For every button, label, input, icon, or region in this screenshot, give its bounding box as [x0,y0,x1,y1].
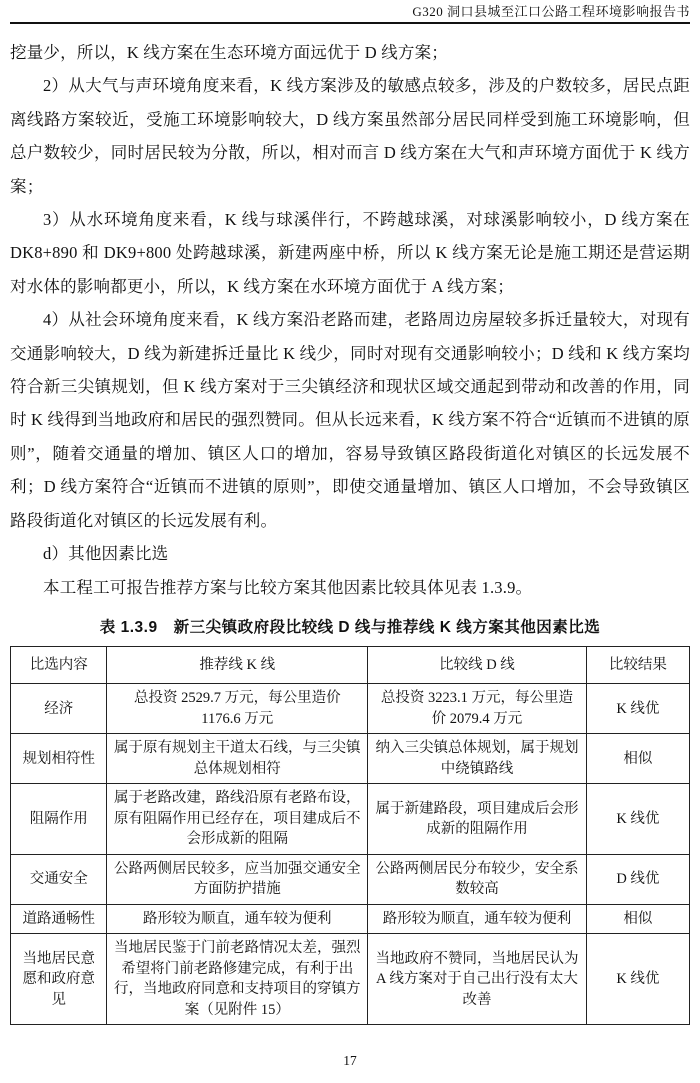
table-cell: 相似 [586,904,689,934]
table-row [11,934,690,1025]
paragraph-item-4: 4）从社会环境角度来看，K 线方案沿老路而建，老路周边房屋较多拆迁量较大，对现有交通影响较大，D 线为新建拆迁量比 K 线少，同时对现有交通影响较小；D 线和 K 线方案均符合新三尖镇规划，但 K 线方案对于三尖镇经济和现状区域交通起到带动和改善的作用，同时 K 线得到当地政府和居民的强烈赞同。但从长远来看，K 线方案不符合“近镇而不进镇的原则”，随着交通量的增加、镇区人口的增加，容易导致镇区路段街道化对镇区的长远发展不利；D 线方案符合“近镇而不进镇的原则”，即使交通量增加、镇区人口增加，不会导致镇区路段街道化对镇区的长远发展有利。 [10,310,690,530]
table-header-cell: 比选内容 [11,646,107,684]
table-cell: 规划相符性 [11,734,107,784]
table-cell: 道路通畅性 [11,904,107,934]
table-row [11,784,690,855]
table-cell: 属于新建路段，项目建成后会形成新的阻隔作用 [368,784,587,855]
table-cell: 公路两侧居民较多，应当加强交通安全方面防护措施 [107,854,368,904]
table-cell: K 线优 [586,684,689,734]
table-cell: K 线优 [586,784,689,855]
table-cell: 当地居民鉴于门前老路情况太差，强烈希望将门前老路修建完成，有利于出行，当地政府同意和支持项目的穿镇方案（见附件 15） [107,934,368,1025]
paragraph-item-3: 3）从水环境角度来看，K 线与球溪伴行，不跨越球溪，对球溪影响较小，D 线方案在 DK8+890 和 DK9+800 处跨越球溪，新建两座中桥，所以 K 线方案无论是施工期还是营运期对水体的影响都更小，所以，K 线方案在水环境方面优于 A 线方案； [10,210,690,296]
table-header-cell: 推荐线 K 线 [107,646,368,684]
paragraph-table-intro: 本工程工可报告推荐方案与比较方案其他因素比较具体见表 1.3.9。 [43,577,533,597]
paragraph-item-2: 2）从大气与声环境角度来看，K 线方案涉及的敏感点较多，涉及的户数较多，居民点距离线路方案较近，受施工环境影响较大，D 线方案虽然部分居民同样受到施工环境影响，但总户数较少，同时居民较为分散，所以，相对而言 D 线方案在大气和声环境方面优于 K 线方案； [10,76,690,196]
table-cell: 公路两侧居民分布较少，安全系数较高 [368,854,587,904]
table-cell: 当地居民意愿和政府意见 [11,934,107,1025]
paragraph-item-d: d）其他因素比选 [43,544,169,564]
comparison-table [10,646,690,1026]
page-header-title: G320 洞口县城至江口公路工程环境影响报告书 [412,4,690,19]
table-row [11,854,690,904]
header-divider [10,22,690,24]
table-cell: D 线优 [586,854,689,904]
table-row [11,904,690,934]
table-caption: 表 1.3.9 新三尖镇政府段比较线 D 线与推荐线 K 线方案其他因素比选 [99,618,601,636]
table-row [11,684,690,734]
table-header-cell: 比较结果 [586,646,689,684]
paragraph-continuation: 挖量少，所以，K 线方案在生态环境方面远优于 D 线方案； [10,43,449,62]
table-cell: 阻隔作用 [11,784,107,855]
table-cell: 总投资 3223.1 万元，每公里造价 2079.4 万元 [368,684,587,734]
table-header-row [11,646,690,684]
table-row [11,734,690,784]
table-cell: 总投资 2529.7 万元，每公里造价 1176.6 万元 [107,684,368,734]
table-cell: 当地政府不赞同，当地居民认为 A 线方案对于自己出行没有太大改善 [368,934,587,1025]
page-number: 17 [343,1053,357,1068]
table-cell: 路形较为顺直，通车较为便利 [107,904,368,934]
table-cell: K 线优 [586,934,689,1025]
table-cell: 属于老路改建，路线沿原有老路布设，原有阻隔作用已经存在，项目建成后不会形成新的阻隔 [107,784,368,855]
table-cell: 属于原有规划主干道太石线，与三尖镇总体规划相符 [107,734,368,784]
table-cell: 纳入三尖镇总体规划，属于规划中绕镇路线 [368,734,587,784]
table-cell: 经济 [11,684,107,734]
document-body [10,36,690,1025]
table-cell: 路形较为顺直，通车较为便利 [368,904,587,934]
table-header-cell: 比较线 D 线 [368,646,587,684]
table-cell: 交通安全 [11,854,107,904]
table-cell: 相似 [586,734,689,784]
